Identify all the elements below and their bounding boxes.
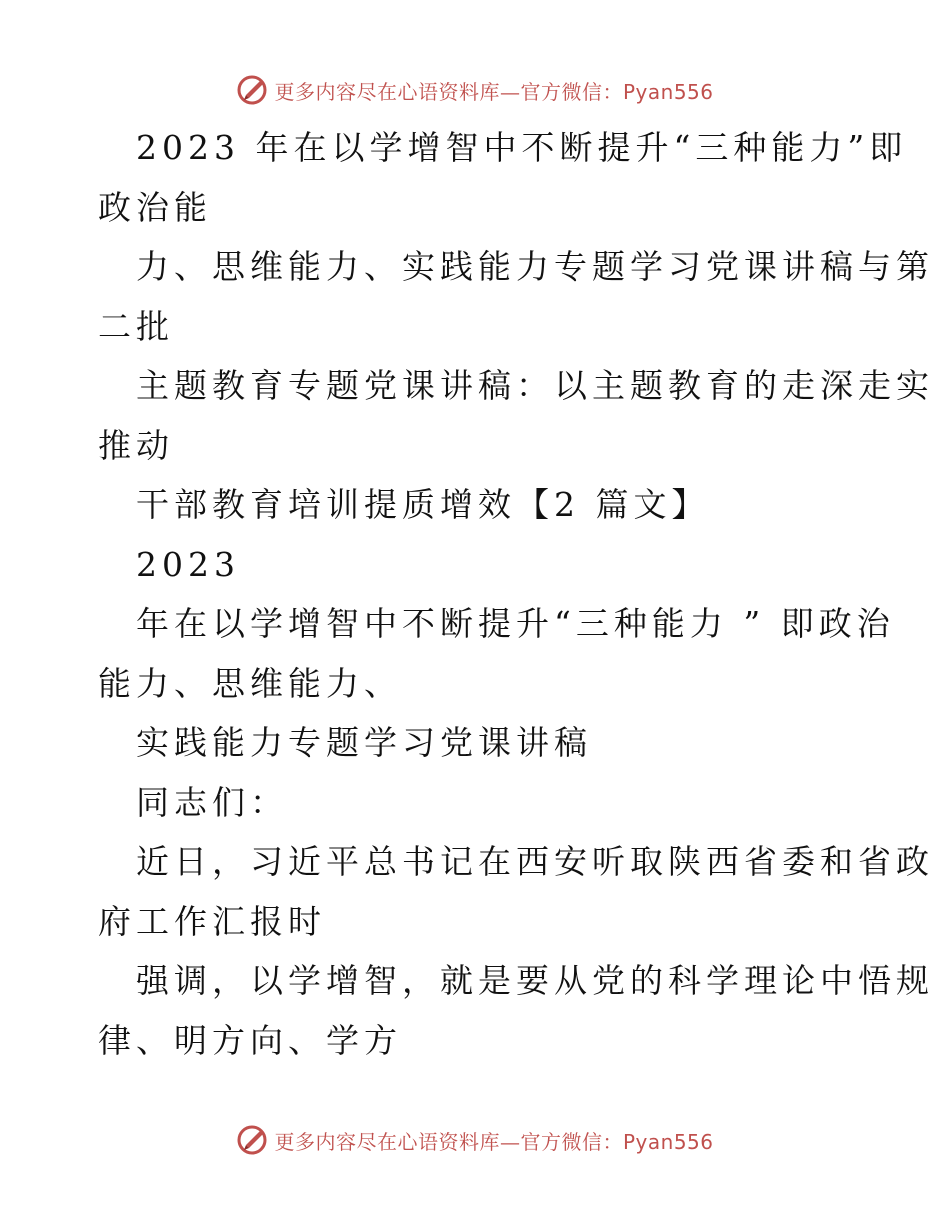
text-line: 律、明方向、学方 xyxy=(98,1020,402,1060)
text-line: 强调，以学增智，就是要从党的科学理论中悟规 xyxy=(136,961,934,1000)
pen-logo-icon xyxy=(236,1123,270,1157)
text-line: 年在以学增智中不断提升“三种能力 ” 即政治 xyxy=(136,604,895,643)
text-line: 同志们： xyxy=(136,782,288,822)
text-line: 干部教育培训提质增效【2 篇文】 xyxy=(136,485,710,524)
text-line: 2023 年在以学增智中不断提升“三种能力”即 xyxy=(136,128,908,167)
text-line: 能力、思维能力、 xyxy=(98,663,402,703)
watermark-text: 更多内容尽在心语资料库—官方微信：Pyan556 xyxy=(274,79,714,104)
text-line: 府工作汇报时 xyxy=(98,901,326,941)
footer-watermark xyxy=(0,1120,950,1160)
watermark-text: 更多内容尽在心语资料库—官方微信：Pyan556 xyxy=(274,1129,714,1154)
text-line: 推动 xyxy=(98,425,174,465)
pen-logo-icon xyxy=(236,73,270,107)
document-body xyxy=(98,118,934,1070)
text-line: 政治能 xyxy=(98,187,212,227)
text-line: 2023 xyxy=(136,544,240,584)
header-watermark xyxy=(0,70,950,110)
text-line: 二批 xyxy=(98,306,174,346)
text-line: 力、思维能力、实践能力专题学习党课讲稿与第 xyxy=(136,247,934,286)
text-line: 近日，习近平总书记在西安听取陕西省委和省政 xyxy=(136,842,934,881)
text-line: 实践能力专题学习党课讲稿 xyxy=(136,723,592,762)
text-line: 主题教育专题党课讲稿：以主题教育的走深走实 xyxy=(136,366,934,405)
